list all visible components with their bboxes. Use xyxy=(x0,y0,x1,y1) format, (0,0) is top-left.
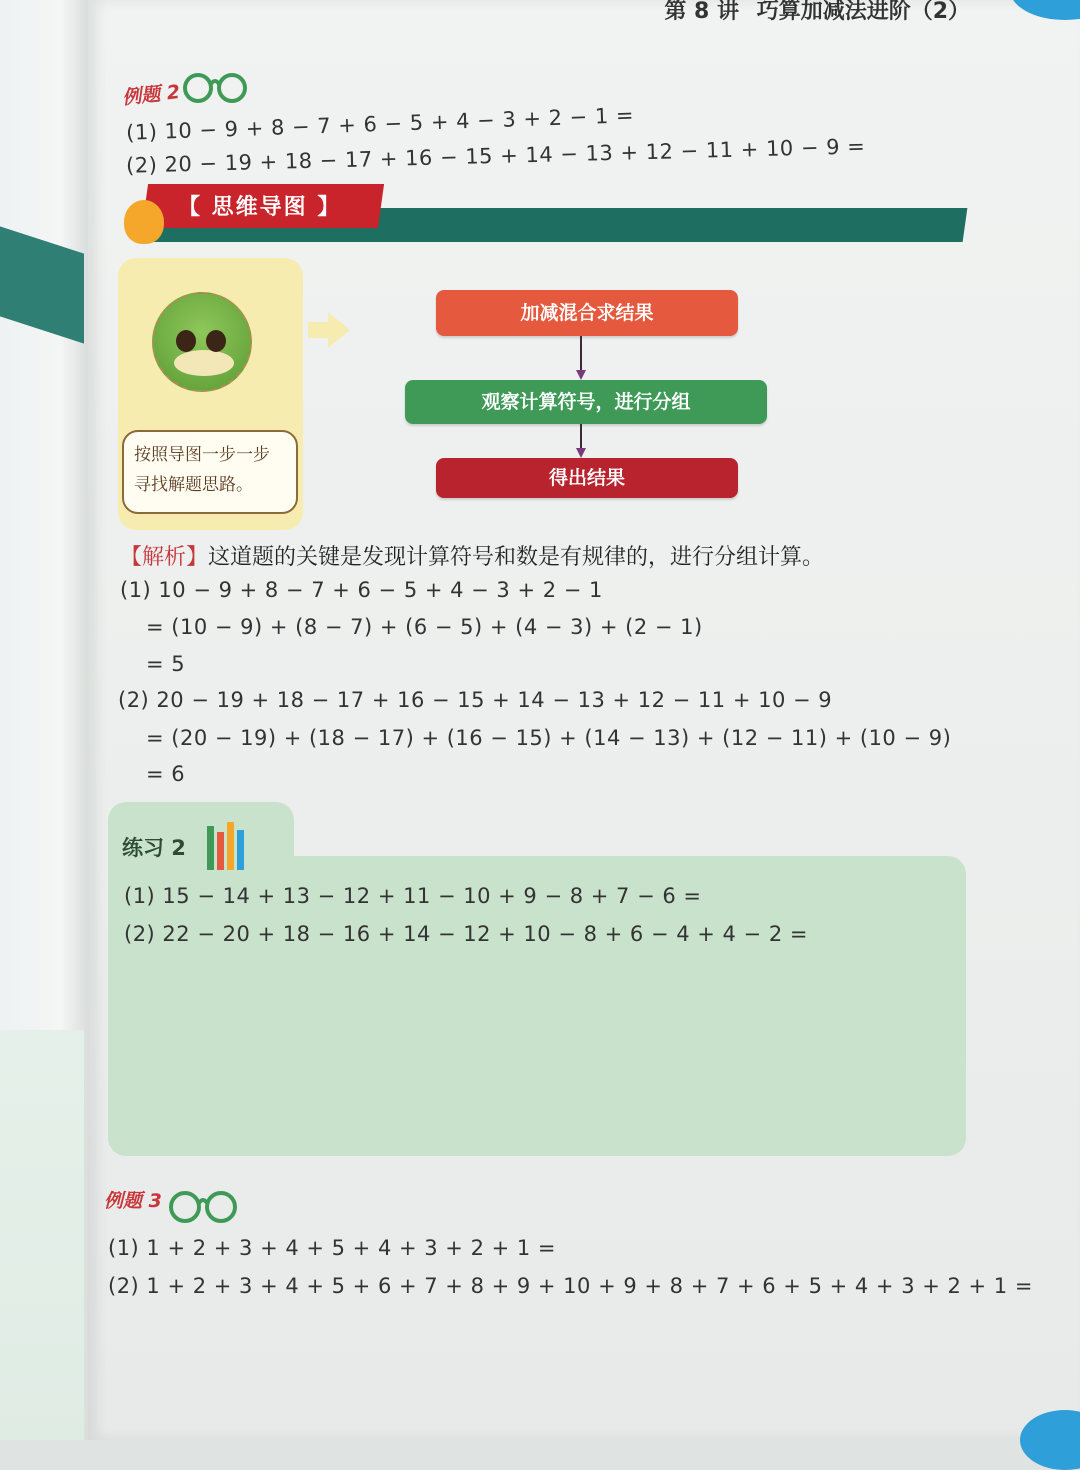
analysis-line-1: (1) 10 − 9 + 8 − 7 + 6 − 5 + 4 − 3 + 2 − 1 xyxy=(120,578,603,602)
speech-bubble xyxy=(122,430,298,514)
example2-question-1: (1) 10 − 9 + 8 − 7 + 6 − 5 + 4 − 3 + 2 − 1 = xyxy=(125,103,635,145)
glasses-icon xyxy=(180,70,250,104)
pencils-icon xyxy=(205,818,249,874)
page-header xyxy=(654,0,970,25)
left-page-stripe xyxy=(0,226,84,343)
practice2-question-1: (1) 15 − 14 + 13 − 12 + 11 − 10 + 9 − 8 + 7 − 6 = xyxy=(124,884,702,908)
example3-label: 例题 3 xyxy=(104,1190,162,1212)
practice2-label: 练习 2 xyxy=(122,836,186,860)
arrow-right-icon xyxy=(306,310,352,350)
analysis-text: 这道题的关键是发现计算符号和数是有规律的，进行分组计算。 xyxy=(208,545,825,570)
lightbulb-icon xyxy=(124,200,164,244)
mascot-dinosaur xyxy=(152,292,252,392)
flow-arrow-icon xyxy=(574,336,588,380)
analysis-heading xyxy=(120,540,824,571)
corner-decoration xyxy=(1020,1410,1080,1470)
analysis-line-2: = (10 − 9) + (8 − 7) + (6 − 5) + (4 − 3) + (2 − 1) xyxy=(146,615,703,639)
lecture-title: 巧算加减法进阶（2） xyxy=(756,0,970,24)
flow-step-2: 观察计算符号，进行分组 xyxy=(405,380,767,424)
analysis-line-4: (2) 20 − 19 + 18 − 17 + 16 − 15 + 14 − 13 + 12 − 11 + 10 − 9 xyxy=(118,688,833,712)
example3-question-1: (1) 1 + 2 + 3 + 4 + 5 + 4 + 3 + 2 + 1 = xyxy=(108,1236,557,1260)
bubble-line-1: 按照导图一步一步 xyxy=(134,445,270,465)
mascot-eye xyxy=(176,330,196,352)
corner-decoration xyxy=(1010,0,1080,20)
analysis-tag: 【解析】 xyxy=(120,545,209,570)
practice2-question-2: (2) 22 − 20 + 18 − 16 + 14 − 12 + 10 − 8 + 6 − 4 + 4 − 2 = xyxy=(124,922,808,946)
analysis-line-3: = 5 xyxy=(146,652,186,676)
mascot-snout xyxy=(174,350,234,376)
analysis-line-6: = 6 xyxy=(146,762,186,786)
flow-arrow-icon xyxy=(574,424,588,458)
flow-step-1: 加减混合求结果 xyxy=(436,290,738,336)
bubble-line-2: 寻找解题思路。 xyxy=(134,475,253,495)
mindmap-banner xyxy=(120,196,965,256)
analysis-line-5: = (20 − 19) + (18 − 17) + (16 − 15) + (14 − 13) + (12 − 11) + (10 − 9) xyxy=(146,726,952,750)
mascot-eye xyxy=(206,330,226,352)
mindmap-title: 【 思维导图 】 xyxy=(178,195,342,220)
example2-label: 例题 2 xyxy=(121,81,181,109)
example2-question-2: (2) 20 − 19 + 18 − 17 + 16 − 15 + 14 − 13 + 12 − 11 + 10 − 9 = xyxy=(125,134,866,178)
glasses-icon xyxy=(166,1188,240,1224)
left-page-tint xyxy=(0,1030,84,1440)
example3-question-2: (2) 1 + 2 + 3 + 4 + 5 + 6 + 7 + 8 + 9 + 10 + 9 + 8 + 7 + 6 + 5 + 4 + 3 + 2 + 1 = xyxy=(108,1274,1033,1298)
left-page-edge xyxy=(0,0,88,1440)
lecture-number: 第 8 讲 xyxy=(664,0,740,24)
flow-step-3: 得出结果 xyxy=(436,458,738,498)
